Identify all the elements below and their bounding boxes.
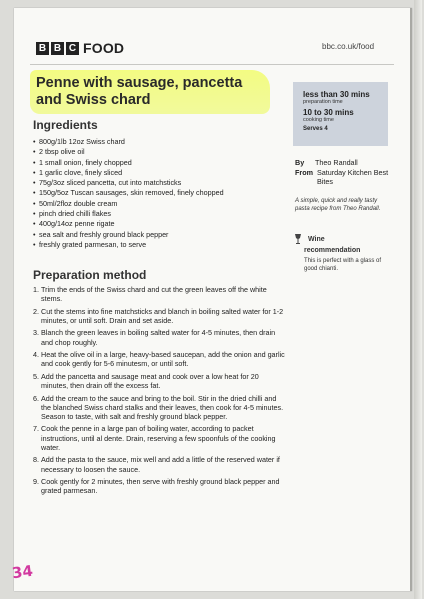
- from-label: From: [295, 167, 313, 177]
- author-name: Theo Randall: [315, 158, 358, 167]
- step-number: 3.: [33, 328, 39, 338]
- ingredients-list: [33, 137, 273, 250]
- author-block: [295, 158, 395, 187]
- recipe-blurb: A simple, quick and really tasty pasta recipe from Theo Randall.: [295, 198, 381, 212]
- step-text: Add the pasta to the sauce, mix well and add a little of the reserved water if necessary to loosen the sauce.: [41, 455, 280, 474]
- method-step: [33, 394, 285, 422]
- bbc-food-logo: [36, 40, 124, 56]
- wine-heading: [294, 233, 394, 246]
- ingredient-item: • 400g/14oz penne rigate: [33, 219, 273, 229]
- wine-heading-text: Wine: [308, 236, 325, 243]
- prep-time-label: preparation time: [303, 99, 343, 105]
- wine-recommendation: [294, 233, 394, 273]
- method-step: [33, 350, 285, 368]
- step-number: 6.: [33, 393, 39, 403]
- ingredient-item: • sea salt and freshly ground black pepper: [33, 230, 273, 240]
- ingredient-item: • 1 small onion, finely chopped: [33, 158, 273, 168]
- ingredient-item: • 1 garlic clove, finely sliced: [33, 168, 273, 178]
- step-text: Add the pancetta and sausage meat and cook over a low heat for 20 minutes, then drain off the excess fat.: [41, 371, 259, 391]
- step-number: 1.: [33, 285, 39, 294]
- step-number: 8.: [33, 455, 39, 465]
- recipe-title: Penne with sausage, pancetta and Swiss chard: [36, 75, 243, 108]
- ingredient-item: • 800g/1lb 12oz Swiss chard: [33, 137, 273, 147]
- binder-edge: [414, 0, 422, 599]
- wine-glass-icon: [294, 233, 302, 245]
- ingredient-item: • 2 tbsp olive oil: [33, 147, 273, 157]
- method-step: [33, 455, 285, 473]
- method-step: [33, 424, 285, 452]
- site-url: bbc.co.uk/food: [322, 42, 375, 51]
- cook-time-label: cooking time: [303, 117, 334, 123]
- handwritten-page-number: 34: [10, 561, 35, 583]
- step-number: 2.: [33, 306, 39, 316]
- method-step: [33, 285, 285, 303]
- step-text: Trim the ends of the Swiss chard and cut the green leaves off the white stems.: [41, 285, 267, 304]
- ingredient-item: • 50ml/2floz double cream: [33, 199, 273, 209]
- step-text: Heat the olive oil in a large, heavy-based saucepan, add the onion and garlic and cook gently for 5-6 minutesm, or until soft.: [41, 350, 285, 369]
- prep-time: less than 30 mins: [303, 90, 370, 99]
- ingredient-item: • 75g/3oz sliced pancetta, cut into matchsticks: [33, 178, 273, 188]
- step-text: Cook the penne in a large pan of boiling water, according to packet instructions, until al dente. Drain, reserving a few spoonfuls of the cooking water.: [41, 424, 276, 452]
- ingredient-item: • pinch dried chilli flakes: [33, 209, 273, 219]
- step-text: Cut the stems into fine matchsticks and blanch in boiling salted water for 1-2 minutes, or until soft. Drain and set aside.: [41, 306, 284, 325]
- food-wordmark: FOOD: [83, 40, 125, 56]
- method-step: [33, 477, 285, 495]
- bbc-letter-b2: B: [51, 42, 64, 55]
- bbc-letter-b1: B: [36, 42, 49, 55]
- ingredient-item: • freshly grated parmesan, to serve: [33, 240, 273, 250]
- step-text: Blanch the green leaves in boiling salted water for 4-5 minutes, then drain and chop roughly.: [41, 328, 276, 347]
- step-text: Add the cream to the sauce and bring to the boil. Stir in the dried chilli and the blanched Swiss chard stalks and their leaves, then cook for 4-5 minutes. Season to taste, with salt and freshly ground black pepper.: [41, 393, 284, 421]
- step-number: 9.: [33, 477, 39, 487]
- bbc-letter-c: C: [66, 42, 79, 55]
- timing-box: [293, 82, 388, 146]
- method-step: [33, 307, 285, 325]
- step-number: 5.: [33, 371, 39, 381]
- method-heading: Preparation method: [33, 268, 147, 282]
- wine-text: This is perfect with a glass of good chianti.: [304, 258, 382, 272]
- wine-heading-text-2: recommendation: [304, 247, 361, 254]
- method-step: [33, 328, 285, 346]
- method-steps: [33, 285, 285, 499]
- step-number: 4.: [33, 350, 39, 360]
- by-label: By: [295, 158, 305, 167]
- source-show: Saturday Kitchen Best Bites: [317, 167, 389, 186]
- cook-time: 10 to 30 mins: [303, 108, 354, 117]
- step-number: 7.: [33, 424, 39, 434]
- serves: Serves 4: [303, 126, 328, 132]
- ingredient-item: • 150g/5oz Tuscan sausages, skin removed, finely chopped: [33, 188, 273, 198]
- step-text: Cook gently for 2 minutes, then serve with freshly ground black pepper and grated parmesan.: [41, 477, 280, 496]
- header-divider: [30, 64, 394, 65]
- method-step: [33, 372, 285, 390]
- ingredients-heading: Ingredients: [33, 118, 98, 132]
- bbc-blocks: [36, 42, 79, 55]
